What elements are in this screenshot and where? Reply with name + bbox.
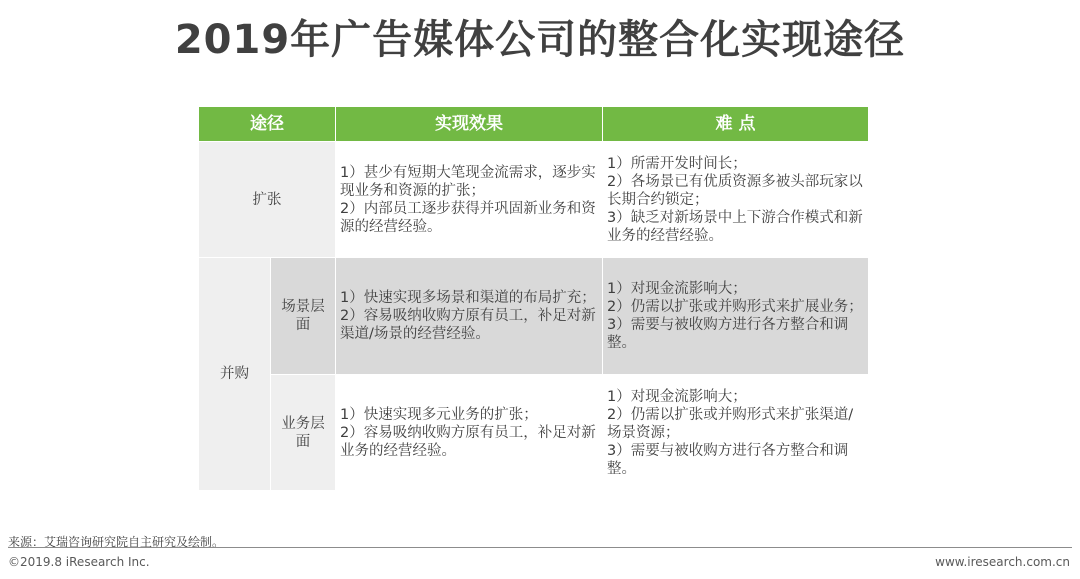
business-difficulty-cell: 1）对现金流影响大； 2）仍需以扩张或并购形式来扩张渠道/场景资源； 3）需要与被收购方进行各方整合和调整。 bbox=[603, 375, 869, 491]
scene-difficulty-cell: 1）对现金流影响大； 2）仍需以扩张或并购形式来扩展业务； 3）需要与被收购方进行各方整合和调整。 bbox=[603, 258, 869, 375]
table-row-expansion bbox=[199, 142, 869, 258]
table-row-merger-scene bbox=[199, 258, 869, 375]
header-difficulty: 难 点 bbox=[603, 107, 869, 142]
expansion-difficulty-cell: 1）所需开发时间长； 2）各场景已有优质资源多被头部玩家以长期合约锁定； 3）缺乏对新场景中上下游合作模式和新业务的经营经验。 bbox=[603, 142, 869, 258]
subcategory-business-level: 业务层面 bbox=[271, 375, 336, 491]
row-category-merger: 并购 bbox=[199, 258, 271, 491]
table-header-row bbox=[199, 107, 869, 142]
header-effect: 实现效果 bbox=[336, 107, 603, 142]
footer-divider bbox=[8, 547, 1072, 548]
table-row-merger-business bbox=[199, 375, 869, 491]
business-effect-cell: 1）快速实现多元业务的扩张； 2）容易吸纳收购方原有员工，补足对新业务的经营经验。 bbox=[336, 375, 603, 491]
row-category-expansion: 扩张 bbox=[199, 142, 336, 258]
website-text: www.iresearch.com.cn bbox=[935, 555, 1070, 569]
copyright-text: ©2019.8 iResearch Inc. bbox=[8, 555, 150, 569]
source-note: 来源：艾瑞咨询研究院自主研究及绘制。 bbox=[8, 535, 225, 549]
page-title: 2019年广告媒体公司的整合化实现途径 bbox=[174, 17, 906, 63]
scene-effect-cell: 1）快速实现多场景和渠道的布局扩充； 2）容易吸纳收购方原有员工，补足对新渠道/场景的经营经验。 bbox=[336, 258, 603, 375]
subcategory-scene-level: 场景层面 bbox=[271, 258, 336, 375]
integration-routes-table bbox=[198, 106, 869, 491]
expansion-effect-cell: 1）甚少有短期大笔现金流需求，逐步实现业务和资源的扩张； 2）内部员工逐步获得并巩固新业务和资源的经营经验。 bbox=[336, 142, 603, 258]
header-route: 途径 bbox=[199, 107, 336, 142]
